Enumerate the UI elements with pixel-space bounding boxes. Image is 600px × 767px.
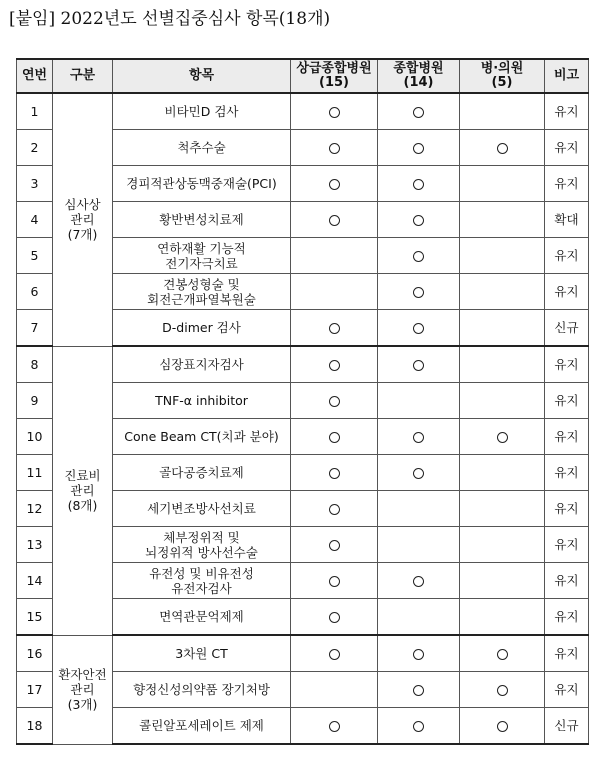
- note-cell: 유지: [545, 599, 589, 636]
- note-cell: 유지: [545, 491, 589, 527]
- circle-mark-icon: [329, 215, 340, 226]
- circle-mark-icon: [329, 143, 340, 154]
- row-number: 18: [17, 708, 53, 745]
- row-number: 6: [17, 274, 53, 310]
- header-note: 비고: [545, 59, 589, 93]
- item-name: 심장표지자검사: [113, 346, 291, 383]
- table-row: [17, 635, 589, 672]
- note-cell: 유지: [545, 274, 589, 310]
- clinic-cell: [460, 563, 545, 599]
- circle-mark-icon: [413, 721, 424, 732]
- tertiary-cell: [291, 708, 378, 745]
- circle-mark-icon: [413, 323, 424, 334]
- note-cell: 신규: [545, 708, 589, 745]
- table-row: [17, 93, 589, 130]
- general-cell: [378, 672, 460, 708]
- general-cell: [378, 455, 460, 491]
- tertiary-cell: [291, 93, 378, 130]
- item-name: 척추수술: [113, 130, 291, 166]
- note-cell: 확대: [545, 202, 589, 238]
- selective-review-table: [16, 58, 589, 745]
- row-number: 16: [17, 635, 53, 672]
- circle-mark-icon: [413, 360, 424, 371]
- tertiary-cell: [291, 672, 378, 708]
- circle-mark-icon: [413, 179, 424, 190]
- circle-mark-icon: [329, 576, 340, 587]
- row-number: 4: [17, 202, 53, 238]
- item-name: 향정신성의약품 장기처방: [113, 672, 291, 708]
- tertiary-cell: [291, 310, 378, 347]
- general-cell: [378, 238, 460, 274]
- general-cell: [378, 202, 460, 238]
- header-item: 항목: [113, 59, 291, 93]
- clinic-cell: [460, 310, 545, 347]
- circle-mark-icon: [413, 251, 424, 262]
- item-name: 유전성 및 비유전성 유전자검사: [113, 563, 291, 599]
- clinic-cell: [460, 93, 545, 130]
- item-name: Cone Beam CT(치과 분야): [113, 419, 291, 455]
- circle-mark-icon: [329, 360, 340, 371]
- tertiary-cell: [291, 202, 378, 238]
- note-cell: 유지: [545, 383, 589, 419]
- note-cell: 유지: [545, 527, 589, 563]
- general-cell: [378, 491, 460, 527]
- table-row: [17, 346, 589, 383]
- row-number: 11: [17, 455, 53, 491]
- circle-mark-icon: [497, 685, 508, 696]
- tertiary-cell: [291, 419, 378, 455]
- tertiary-cell: [291, 346, 378, 383]
- item-name: 세기변조방사선치료: [113, 491, 291, 527]
- tertiary-cell: [291, 274, 378, 310]
- circle-mark-icon: [329, 721, 340, 732]
- general-cell: [378, 130, 460, 166]
- note-cell: 유지: [545, 130, 589, 166]
- general-cell: [378, 635, 460, 672]
- circle-mark-icon: [497, 143, 508, 154]
- category-cell: 환자안전 관리 (3개): [53, 635, 113, 744]
- header-no: 연번: [17, 59, 53, 93]
- circle-mark-icon: [413, 215, 424, 226]
- item-name: 황반변성치료제: [113, 202, 291, 238]
- item-name: 골다공증치료제: [113, 455, 291, 491]
- note-cell: 유지: [545, 93, 589, 130]
- tertiary-cell: [291, 383, 378, 419]
- note-cell: 유지: [545, 238, 589, 274]
- clinic-cell: [460, 455, 545, 491]
- clinic-cell: [460, 383, 545, 419]
- clinic-cell: [460, 527, 545, 563]
- circle-mark-icon: [329, 323, 340, 334]
- item-name: 면역관문억제제: [113, 599, 291, 636]
- tertiary-cell: [291, 563, 378, 599]
- circle-mark-icon: [329, 432, 340, 443]
- clinic-cell: [460, 672, 545, 708]
- row-number: 3: [17, 166, 53, 202]
- tertiary-cell: [291, 130, 378, 166]
- note-cell: 신규: [545, 310, 589, 347]
- row-number: 14: [17, 563, 53, 599]
- category-cell: 진료비 관리 (8개): [53, 346, 113, 635]
- circle-mark-icon: [329, 468, 340, 479]
- general-cell: [378, 166, 460, 202]
- item-name: 연하재활 기능적 전기자극치료: [113, 238, 291, 274]
- general-cell: [378, 93, 460, 130]
- clinic-cell: [460, 635, 545, 672]
- item-name: 콜린알포세레이트 제제: [113, 708, 291, 745]
- row-number: 7: [17, 310, 53, 347]
- circle-mark-icon: [329, 504, 340, 515]
- item-name: 3차원 CT: [113, 635, 291, 672]
- category-cell: 심사상 관리 (7개): [53, 93, 113, 346]
- general-cell: [378, 708, 460, 745]
- clinic-cell: [460, 491, 545, 527]
- tertiary-cell: [291, 166, 378, 202]
- clinic-cell: [460, 419, 545, 455]
- item-name: 경피적관상동맥중재술(PCI): [113, 166, 291, 202]
- circle-mark-icon: [329, 396, 340, 407]
- item-name: 비타민D 검사: [113, 93, 291, 130]
- note-cell: 유지: [545, 563, 589, 599]
- circle-mark-icon: [497, 721, 508, 732]
- circle-mark-icon: [497, 649, 508, 660]
- general-cell: [378, 599, 460, 636]
- note-cell: 유지: [545, 419, 589, 455]
- row-number: 12: [17, 491, 53, 527]
- item-name: 견봉성형술 및 회전근개파열복원술: [113, 274, 291, 310]
- note-cell: 유지: [545, 346, 589, 383]
- tertiary-cell: [291, 238, 378, 274]
- note-cell: 유지: [545, 672, 589, 708]
- table-header-row: [17, 59, 589, 93]
- tertiary-cell: [291, 599, 378, 636]
- circle-mark-icon: [413, 107, 424, 118]
- circle-mark-icon: [329, 107, 340, 118]
- circle-mark-icon: [413, 685, 424, 696]
- header-general-hospital: 종합병원 (14): [378, 59, 460, 93]
- note-cell: 유지: [545, 166, 589, 202]
- document-title: [붙임] 2022년도 선별집중심사 항목(18개): [9, 9, 331, 29]
- circle-mark-icon: [329, 540, 340, 551]
- circle-mark-icon: [329, 179, 340, 190]
- clinic-cell: [460, 238, 545, 274]
- header-category: 구분: [53, 59, 113, 93]
- item-name: TNF-α inhibitor: [113, 383, 291, 419]
- row-number: 8: [17, 346, 53, 383]
- note-cell: 유지: [545, 635, 589, 672]
- clinic-cell: [460, 130, 545, 166]
- circle-mark-icon: [329, 612, 340, 623]
- circle-mark-icon: [413, 576, 424, 587]
- general-cell: [378, 346, 460, 383]
- general-cell: [378, 310, 460, 347]
- circle-mark-icon: [413, 143, 424, 154]
- item-name: 체부정위적 및 뇌정위적 방사선수술: [113, 527, 291, 563]
- note-cell: 유지: [545, 455, 589, 491]
- clinic-cell: [460, 346, 545, 383]
- tertiary-cell: [291, 455, 378, 491]
- circle-mark-icon: [413, 287, 424, 298]
- general-cell: [378, 527, 460, 563]
- general-cell: [378, 383, 460, 419]
- item-name: D-dimer 검사: [113, 310, 291, 347]
- header-tertiary-hospital: 상급종합병원 (15): [291, 59, 378, 93]
- general-cell: [378, 563, 460, 599]
- row-number: 15: [17, 599, 53, 636]
- tertiary-cell: [291, 491, 378, 527]
- row-number: 10: [17, 419, 53, 455]
- row-number: 9: [17, 383, 53, 419]
- circle-mark-icon: [329, 649, 340, 660]
- clinic-cell: [460, 274, 545, 310]
- circle-mark-icon: [413, 468, 424, 479]
- clinic-cell: [460, 202, 545, 238]
- general-cell: [378, 419, 460, 455]
- tertiary-cell: [291, 635, 378, 672]
- row-number: 5: [17, 238, 53, 274]
- circle-mark-icon: [497, 432, 508, 443]
- clinic-cell: [460, 166, 545, 202]
- clinic-cell: [460, 708, 545, 745]
- circle-mark-icon: [413, 649, 424, 660]
- circle-mark-icon: [413, 432, 424, 443]
- clinic-cell: [460, 599, 545, 636]
- tertiary-cell: [291, 527, 378, 563]
- row-number: 1: [17, 93, 53, 130]
- header-clinic: 병·의원 (5): [460, 59, 545, 93]
- row-number: 2: [17, 130, 53, 166]
- general-cell: [378, 274, 460, 310]
- row-number: 17: [17, 672, 53, 708]
- row-number: 13: [17, 527, 53, 563]
